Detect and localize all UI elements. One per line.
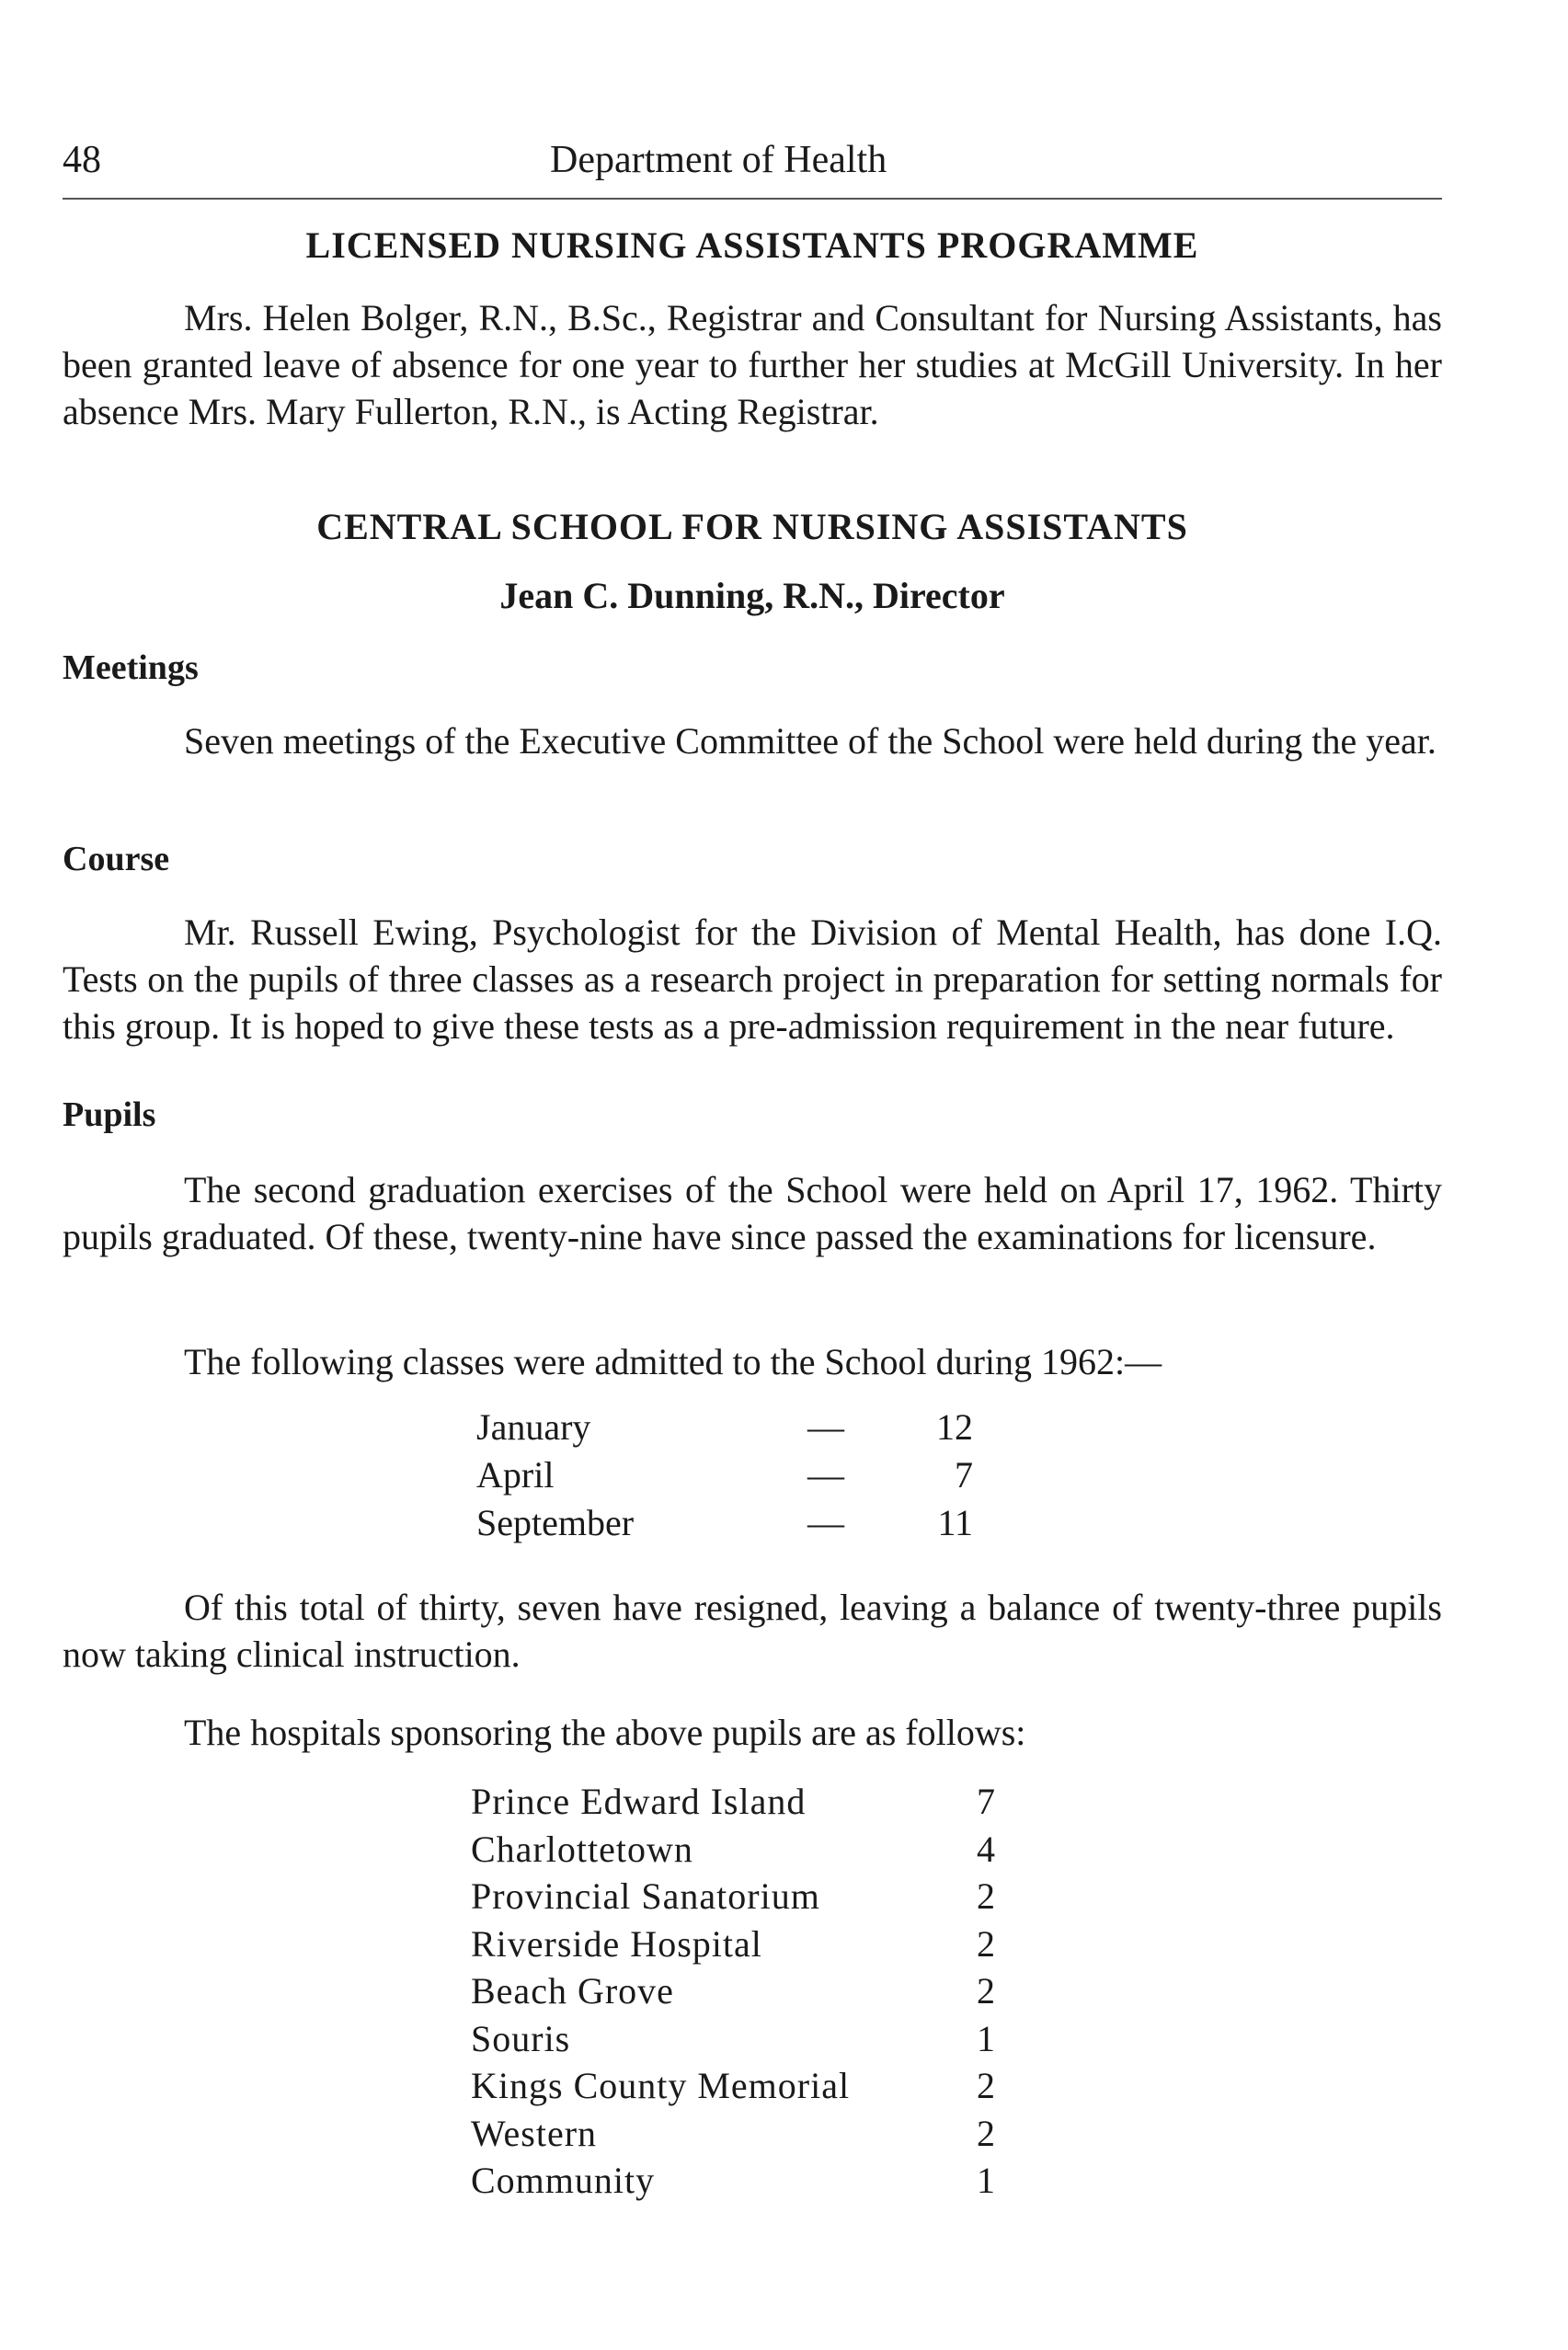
- hospital-row: [471, 1780, 1115, 1828]
- meetings-heading: Meetings: [63, 648, 199, 687]
- hospital-row: [471, 1922, 1115, 1970]
- hospital-count: 2: [977, 1970, 995, 2012]
- hospital-row: [471, 2064, 1115, 2112]
- admission-dash: —: [807, 1454, 844, 1496]
- hospital-row: [471, 1969, 1115, 2017]
- pupils-paragraph-4: The hospitals sponsoring the above pupils are as follows:: [184, 1712, 1026, 1753]
- admission-month: January: [476, 1406, 591, 1448]
- hospital-name: Prince Edward Island: [471, 1781, 807, 1822]
- header-rule: [63, 198, 1442, 200]
- hospital-row: [471, 2017, 1115, 2065]
- hospital-name: Riverside Hospital: [471, 1922, 762, 1965]
- admissions-row: [476, 1501, 1028, 1549]
- hospital-name: Beach Grove: [471, 1970, 674, 2012]
- admission-month: April: [476, 1454, 555, 1496]
- hospital-count: 2: [977, 2065, 995, 2106]
- pupils-heading: Pupils: [63, 1095, 156, 1134]
- hospital-name: Provincial Sanatorium: [471, 1875, 820, 1917]
- hospital-count: 2: [977, 2112, 995, 2154]
- hospital-row: [471, 1874, 1115, 1922]
- admission-dash: —: [807, 1502, 844, 1543]
- pupils-paragraph-1: The second graduation exercises of the School were held on April 17, 1962. Thirty pupils graduated. Of these, twenty-nine have since passed the examinations for licensure.: [63, 1169, 1442, 1257]
- hospital-count: 4: [977, 1828, 995, 1870]
- central-school-heading: CENTRAL SCHOOL FOR NURSING ASSISTANTS: [316, 506, 1188, 547]
- admission-dash: —: [807, 1406, 844, 1448]
- hospital-count: 1: [977, 2160, 995, 2201]
- admissions-row: [476, 1405, 1028, 1453]
- admissions-table: [476, 1405, 1028, 1549]
- hospital-name: Charlottetown: [471, 1828, 693, 1870]
- hospital-count: 1: [977, 2017, 995, 2059]
- page-header: [63, 127, 1442, 191]
- admission-count: 12: [936, 1406, 973, 1448]
- meetings-paragraph: Seven meetings of the Executive Committee of the School were held during the year.: [184, 720, 1436, 762]
- pupils-paragraph-3: Of this total of thirty, seven have resigned, leaving a balance of twenty-three pupils now taking clinical instruction.: [63, 1587, 1442, 1675]
- hospital-count: 2: [977, 1922, 995, 1965]
- page-number: 48: [63, 139, 101, 181]
- running-title: Department of Health: [550, 139, 887, 181]
- hospital-count: 7: [977, 1781, 995, 1822]
- admissions-row: [476, 1453, 1028, 1501]
- hospital-name: Community: [471, 2160, 656, 2201]
- hospital-name: Western: [471, 2112, 598, 2154]
- hospital-row: [471, 2112, 1115, 2160]
- admission-count: 7: [955, 1454, 973, 1496]
- course-paragraph: Mr. Russell Ewing, Psychologist for the Division of Mental Health, has done I.Q. Tests on the pupils of three classes as a research project in preparation for setting normals for this group. It is hoped to give these tests as a pre-admission requirement in the near future.: [63, 911, 1442, 1047]
- hospitals-table: [471, 1780, 1115, 2207]
- hospital-name: Souris: [471, 2017, 571, 2059]
- course-heading: Course: [63, 840, 170, 878]
- director-line: Jean C. Dunning, R.N., Director: [499, 575, 1005, 616]
- hospital-row: [471, 1828, 1115, 1875]
- admission-month: September: [476, 1502, 635, 1543]
- pupils-paragraph-2: The following classes were admitted to the School during 1962:—: [184, 1341, 1162, 1382]
- lnap-heading: LICENSED NURSING ASSISTANTS PROGRAMME: [305, 224, 1199, 266]
- hospital-row: [471, 2159, 1115, 2207]
- lnap-paragraph: Mrs. Helen Bolger, R.N., B.Sc., Registrar and Consultant for Nursing Assistants, has been granted leave of absence for one year to further her studies at McGill University. In her absence Mrs. Mary Fullerton, R.N., is Acting Registrar.: [63, 297, 1442, 432]
- admission-count: 11: [937, 1502, 973, 1543]
- hospital-name: Kings County Memorial: [471, 2065, 851, 2106]
- hospital-count: 2: [977, 1875, 995, 1917]
